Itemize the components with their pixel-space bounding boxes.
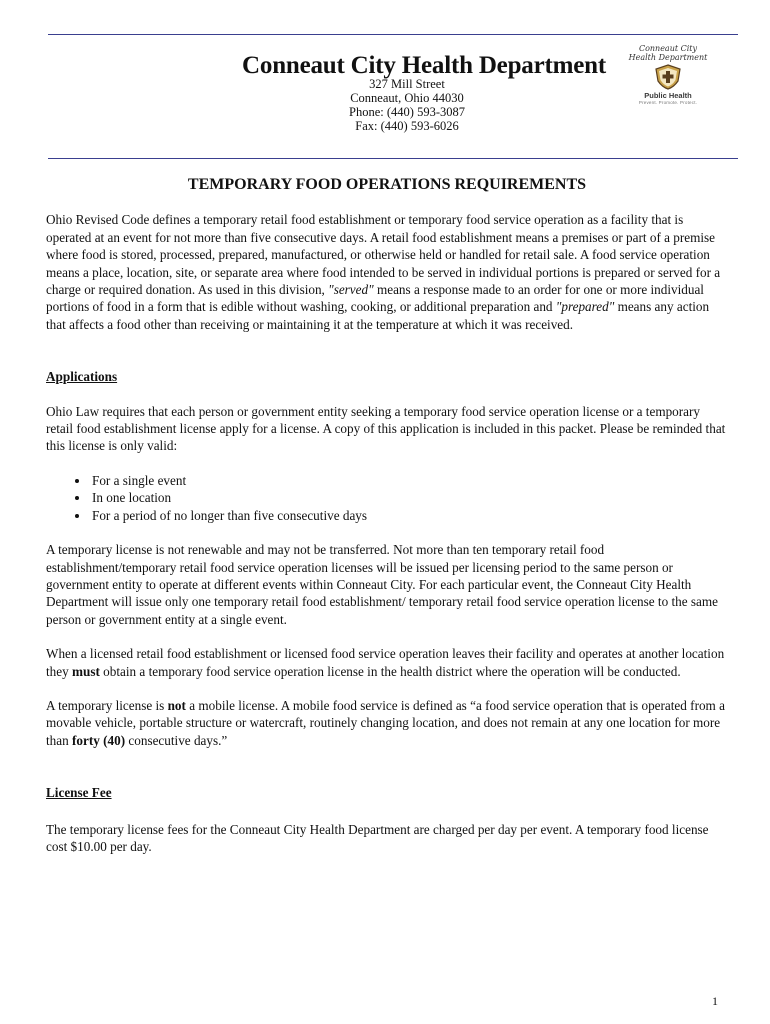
applications-heading: Applications — [46, 369, 118, 385]
applications-paragraph: Ohio Law requires that each person or government entity seeking a temporary food service operation license or a temporary retail food establishment license apply for a license. A copy of this application is included in this packet. Please be reminded that this license is only valid: — [46, 403, 726, 454]
logo-label: Public Health — [644, 91, 692, 100]
logo-name-line2: Health Department — [628, 53, 708, 62]
license-fee-paragraph: The temporary license fees for the Conneaut City Health Department are charged per day per event. A temporary food license cost $10.00 per day. — [46, 821, 709, 854]
forty-days-emphasis: forty (40) — [72, 732, 126, 748]
list-item: • In one location — [90, 489, 728, 506]
organization-name: Conneaut City Health Department — [242, 52, 606, 79]
health-department-logo — [628, 44, 708, 120]
intro-text-1: Ohio Revised Code defines a temporary retail food establishment or temporary food service operation as a facility that is operated at an event for not more than five consecutive days. A retail food establishment means a premises or part of a premise where food is stored, processed, prepared, manufactured, or otherwise held or handled for retail sale. A food service operation means a place, location, site, or separate area where food intended to be served in individual portions is prepared or served for a charge or required donation. As used in this division, — [46, 212, 721, 298]
intro-text-2: means a response made to an order for one or more individual portions of food in a form that is edible without washing, cooking, or additional preparation and — [46, 282, 704, 315]
served-term: "served" — [328, 282, 374, 298]
document-body — [46, 176, 728, 855]
header-top-rule — [48, 34, 738, 35]
renewal-paragraph: A temporary license is not renewable and may not be transferred. Not more than ten temporary retail food establishment/temporary retail food service operation licenses will be issued per licensing period to the same person or government entity to operate at different events within Conneaut City. For each particular event, the Conneaut City Health Department will issue only one temporary retail food establishment/ temporary retail food service operation license to the same person or government entity at a single event. — [46, 542, 718, 627]
mobile-text-1: A temporary license is — [46, 697, 168, 713]
mobile-license-paragraph — [46, 697, 728, 749]
intro-paragraph — [46, 211, 728, 333]
header-bottom-rule — [48, 158, 738, 159]
address-fax: Fax: (440) 593-6026 — [355, 119, 459, 133]
document-title: TEMPORARY FOOD OPERATIONS REQUIREMENTS — [187, 176, 587, 193]
page-number: 1 — [712, 994, 718, 1008]
licensed-establishment-paragraph — [46, 645, 728, 680]
intro-text-3: means any action that affects a food other than receiving or maintaining it at the temperature at which it was received. — [46, 299, 710, 332]
license-fee-heading: License Fee — [46, 785, 112, 801]
list-item: • For a period of no longer than five consecutive days — [90, 507, 728, 524]
address-phone: Phone: (440) 593-3087 — [349, 105, 465, 119]
address-street: 327 Mill Street — [369, 77, 445, 91]
licensed-text-1: When a licensed retail food establishment or licensed food service operation leaves their facility and operates at another location they — [46, 646, 725, 679]
not-emphasis: not — [167, 697, 186, 713]
must-emphasis: must — [72, 663, 100, 679]
mobile-text-3: consecutive days.” — [125, 732, 228, 748]
list-item: • For a single event — [90, 472, 728, 489]
organization-address — [300, 77, 514, 133]
validity-list — [46, 472, 728, 524]
logo-tagline: Prevent. Promote. Protect. — [638, 100, 698, 105]
shield-cross-icon — [654, 64, 682, 90]
address-city: Conneaut, Ohio 44030 — [350, 91, 464, 105]
logo-name-line1: Conneaut City — [638, 44, 698, 53]
prepared-term: "prepared" — [555, 299, 615, 315]
mobile-text-2: a mobile license. A mobile food service is defined as “a food service operation that is operated from a movable vehicle, portable structure or watercraft, routinely changing location, and does not remain at any one location for more than — [46, 697, 725, 748]
licensed-text-2: obtain a temporary food service operation license in the health district where the operation will be conducted. — [99, 663, 681, 679]
